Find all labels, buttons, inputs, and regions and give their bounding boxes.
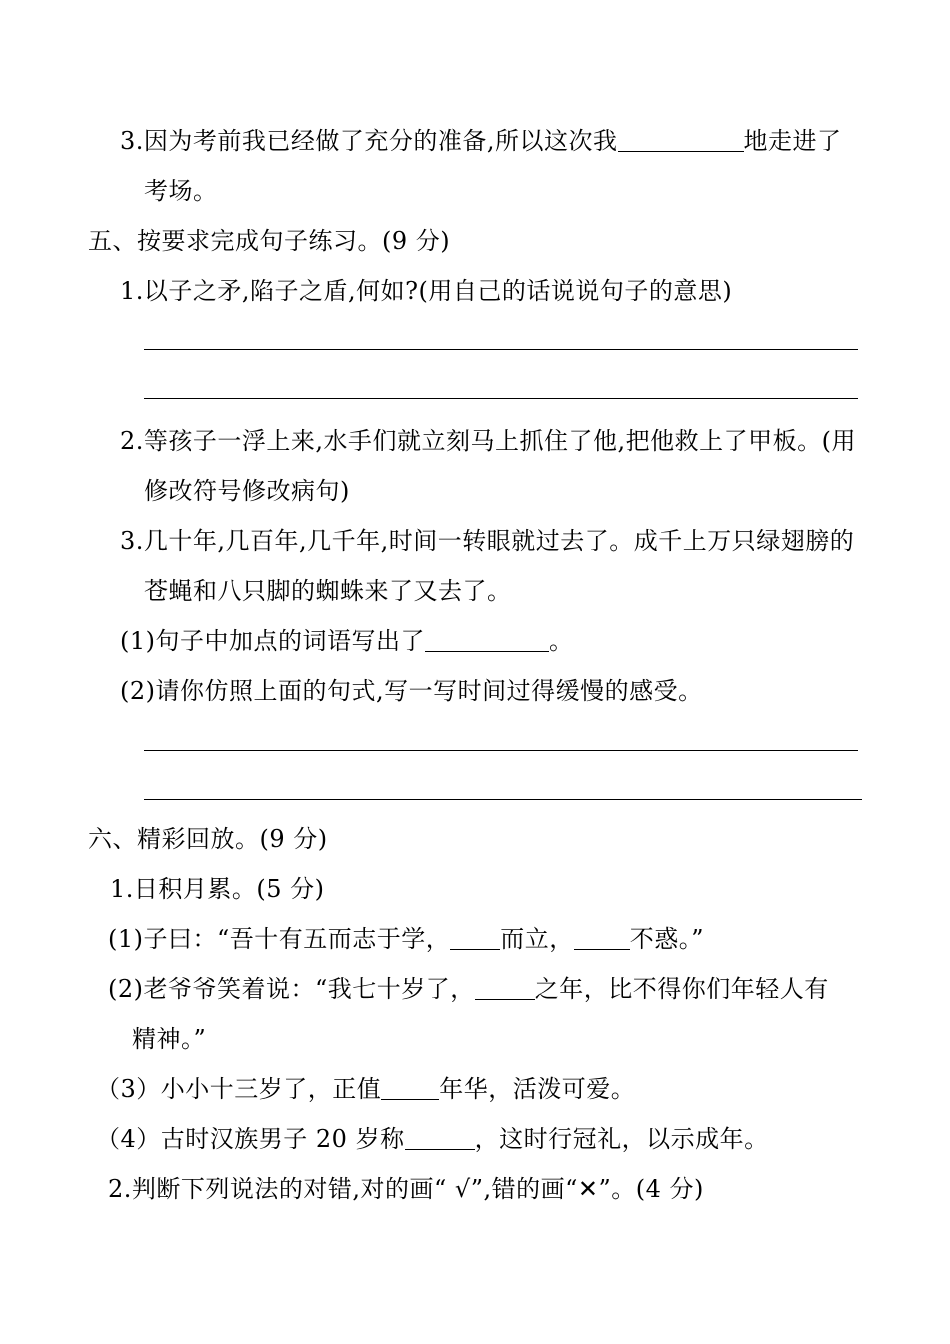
question-5-2-line2 [144, 476, 350, 506]
answer-line[interactable] [144, 799, 862, 800]
question-6-2 [108, 1174, 704, 1204]
question-text: 考场。 [144, 177, 218, 205]
question-text: 而立， [500, 925, 574, 953]
question-6-1-3 [96, 1074, 635, 1104]
question-text: ，这时行冠礼，以示成年。 [474, 1125, 769, 1153]
question-text: 之年，比不得你们年轻人有 [534, 975, 829, 1003]
question-text: 1.日积月累。(5 分) [110, 875, 325, 903]
question-text: (1)句子中加点的词语写出了 [120, 627, 425, 655]
question-text: (2)老爷爷笑着说：“我七十岁了， [108, 975, 475, 1003]
question-5-3-2 [120, 676, 703, 706]
question-5-3-line1 [120, 526, 854, 556]
question-text: 地走进了 [743, 127, 842, 155]
question-6-1-2-line1 [108, 974, 829, 1004]
question-6-1-2-line2 [132, 1024, 206, 1054]
question-4-3-line1 [120, 126, 842, 156]
answer-blank[interactable] [450, 927, 500, 950]
section-6-title [88, 824, 328, 854]
question-6-1-4 [96, 1124, 769, 1154]
answer-line[interactable] [144, 349, 858, 350]
section-title: 五、按要求完成句子练习。(9 分) [88, 227, 451, 255]
question-text: （3）小小十三岁了，正值 [96, 1075, 382, 1103]
question-5-3-line2 [144, 576, 512, 606]
question-4-3-line2 [144, 176, 218, 206]
question-text: 3.因为考前我已经做了充分的准备,所以这次我 [120, 127, 618, 155]
question-text: 不惑。” [629, 925, 705, 953]
section-title: 六、精彩回放。(9 分) [88, 825, 328, 853]
question-text: (1)子曰：“吾十有五而志于学， [108, 925, 451, 953]
question-5-2-line1 [120, 426, 856, 456]
section-5-title [88, 226, 450, 256]
question-text: 1.以子之矛,陷子之盾,何如?(用自己的话说说句子的意思) [120, 277, 733, 305]
question-5-3-1 [120, 626, 574, 656]
question-text: 苍蝇和八只脚的蜘蛛来了又去了。 [144, 577, 512, 605]
question-text: 2.等孩子一浮上来,水手们就立刻马上抓住了他,把他救上了甲板。(用 [120, 427, 857, 455]
answer-blank[interactable] [574, 927, 630, 950]
question-text: 2.判断下列说法的对错,对的画“ √”,错的画“✕”。(4 分) [108, 1175, 704, 1203]
answer-line[interactable] [144, 398, 858, 399]
answer-blank[interactable] [405, 1127, 475, 1150]
question-text: 修改符号修改病句) [144, 477, 350, 505]
question-6-1 [110, 874, 325, 904]
question-6-1-1 [108, 924, 704, 954]
question-5-1 [120, 276, 732, 306]
question-text: 精神。” [132, 1025, 207, 1053]
answer-blank[interactable] [425, 629, 549, 652]
answer-line[interactable] [144, 750, 858, 751]
answer-blank[interactable] [618, 129, 744, 152]
question-text: 年华，活泼可爱。 [439, 1075, 636, 1103]
question-text: 。 [549, 627, 574, 655]
answer-blank[interactable] [381, 1077, 439, 1100]
question-text: （4）古时汉族男子 20 岁称 [96, 1125, 405, 1153]
answer-blank[interactable] [475, 977, 535, 1000]
question-text: 3.几十年,几百年,几千年,时间一转眼就过去了。成千上万只绿翅膀的 [120, 527, 855, 555]
question-text: (2)请你仿照上面的句式,写一写时间过得缓慢的感受。 [120, 677, 703, 705]
